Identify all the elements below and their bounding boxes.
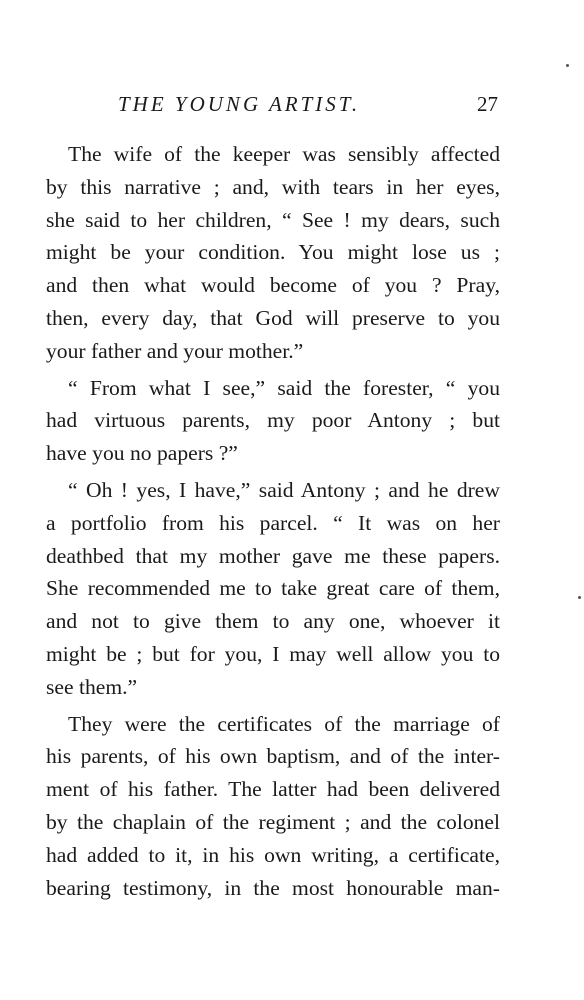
body-text	[46, 138, 500, 904]
page-header	[0, 92, 584, 122]
text-line: she said to her children, “ See ! my dears, such	[46, 207, 500, 232]
text-line: “ From what I see,” said the forester, “ you	[68, 375, 500, 400]
text-line: by the chaplain of the regiment ; and the colonel	[46, 809, 500, 834]
text-line: “ Oh ! yes, I have,” said Antony ; and he drew	[68, 477, 500, 502]
text-line: They were the certificates of the marriage of	[68, 711, 500, 736]
text-line: and not to give them to any one, whoever it	[46, 609, 500, 634]
paragraph	[46, 474, 500, 704]
page-number: 27	[477, 92, 498, 116]
text-line: by this narrative ; and, with tears in her eyes,	[46, 174, 500, 199]
text-line: had virtuous parents, my poor Antony ; but	[46, 408, 500, 433]
text-line: The wife of the keeper was sensibly affected	[68, 142, 500, 166]
text-line: deathbed that my mother gave me these papers.	[46, 543, 500, 568]
running-title: THE YOUNG ARTIST.	[118, 92, 361, 116]
text-line: might be ; but for you, I may well allow you to	[46, 641, 500, 666]
paper-speck	[566, 64, 569, 67]
paragraph	[46, 708, 500, 905]
text-line: might be your condition. You might lose us ;	[46, 240, 500, 265]
text-line: had added to it, in his own writing, a certificate,	[46, 842, 500, 867]
text-line: see them.”	[46, 674, 138, 699]
paragraph	[46, 138, 500, 368]
text-line: bearing testimony, in the most honourable man-	[46, 875, 500, 900]
paragraph	[46, 372, 500, 470]
text-line: ment of his father. The latter had been delivered	[46, 777, 500, 802]
paper-speck	[578, 596, 581, 599]
text-line: then, every day, that God will preserve to you	[46, 305, 500, 330]
text-line: and then what would become of you ? Pray,	[46, 273, 500, 298]
text-line: a portfolio from his parcel. “ It was on her	[46, 510, 500, 535]
text-line: She recommended me to take great care of them,	[46, 576, 500, 601]
text-line: his parents, of his own baptism, and of the inter-	[46, 744, 500, 769]
text-line: your father and your mother.”	[46, 338, 304, 363]
text-line: have you no papers ?”	[46, 441, 238, 466]
